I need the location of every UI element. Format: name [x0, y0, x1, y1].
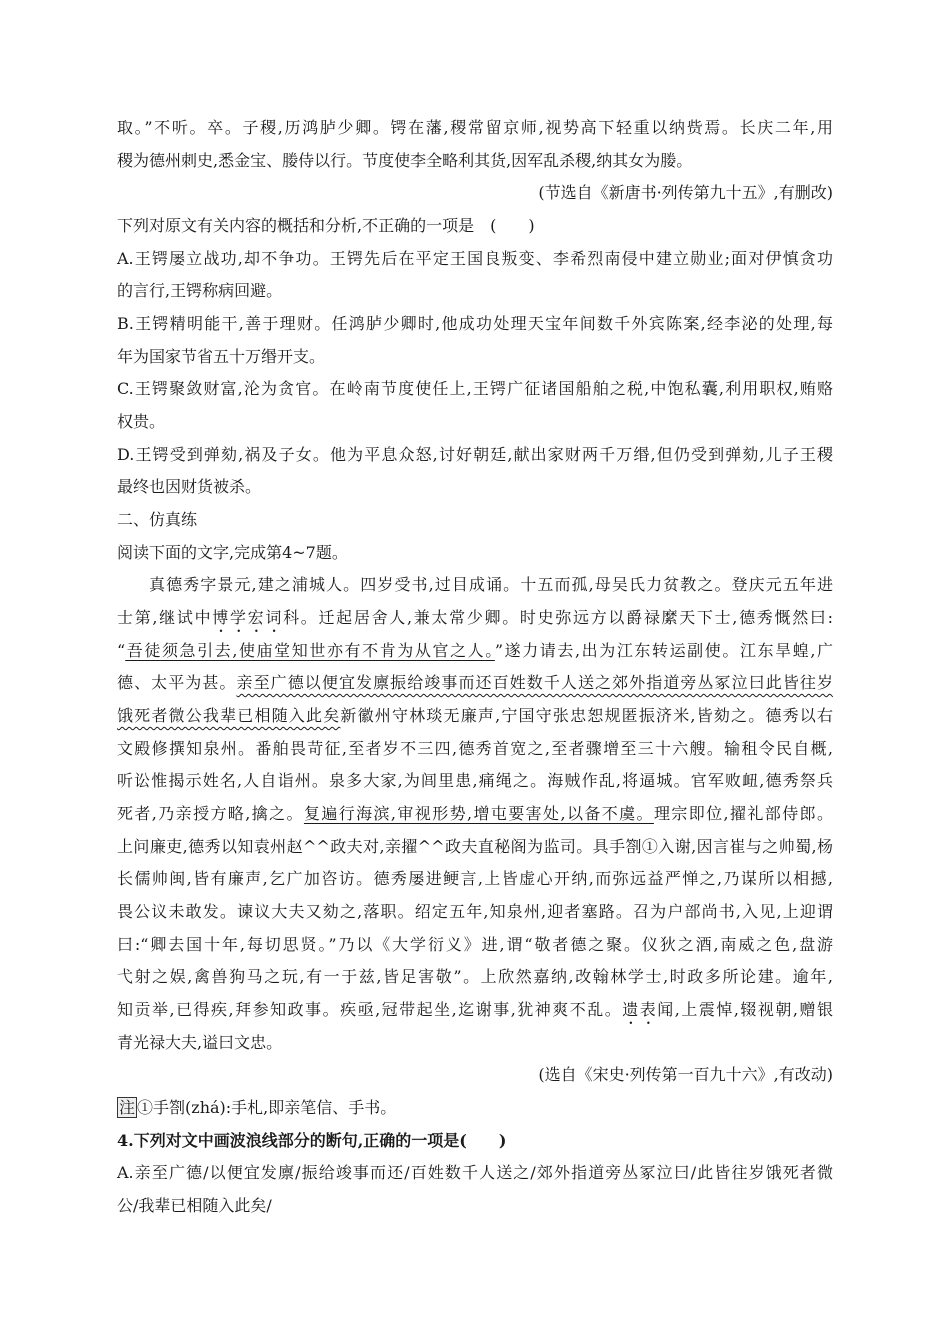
passage-text-line: 文殿修撰知泉州。番舶畏苛征,至者岁不三四,德秀首宽之,至者骤增至三十六艘。输租令民自概, [117, 739, 833, 758]
passage-text-line [117, 803, 833, 825]
passage-text-line: 曰:“卿去国十年,每切思贤。”乃以《大学衍义》进,谓“敬者德之聚。仪狄之酒,南威之色,盘游 [117, 935, 833, 954]
passage-text-line: 长儒帅闽,皆有廉声,乞广加咨访。德秀屡进鲠言,上皆虚心开纳,而弥远益严惮之,乃谋所以相撼, [117, 869, 833, 888]
passage-text-line: 稷为德州刺史,悉金宝、媵侍以行。节度使李全略利其货,因军乱杀稷,纳其女为媵。 [117, 151, 693, 170]
option-a-continued: 的言行,王锷称病回避。 [117, 281, 283, 300]
text-run: 新徽州守林琰无廉声,宁国守张忠恕规匿振济米,皆劾之。德秀以右 [340, 706, 833, 725]
text-run: 士第,继试中 [117, 608, 213, 627]
wavy-underlined-text: 饿死者微公我辈已相随入此矣 [117, 706, 341, 725]
option-d-continued: 最终也因财货被杀。 [117, 477, 262, 496]
question-stem: 4.下列对文中画波浪线部分的断句,正确的一项是( ) [117, 1131, 507, 1150]
passage-text-line [117, 640, 833, 662]
option-c: C.王锷聚敛财富,沦为贪官。在岭南节度使任上,王锷广征诸国船舶之税,中饱私囊,利用职权,贿赂 [117, 379, 833, 398]
option-c-continued: 权贵。 [117, 412, 166, 431]
passage-text-line: 取。”不听。卒。子稷,历鸿胪少卿。锷在藩,稷常留京师,视势高下轻重以纳赀焉。长庆二年,用 [117, 118, 833, 137]
dotted-term: 遗表 [622, 1000, 658, 1019]
passage-text-line: 畏公议未敢发。谏议大夫又劾之,落职。绍定五年,知泉州,迎者塞路。召为户部尚书,入见,上迎谓 [117, 902, 833, 921]
option-b-continued: 年为国家节省五十万缗开支。 [117, 347, 326, 366]
option-a-continued: 公/我辈已相随入此矣/ [117, 1196, 272, 1215]
note-label: 注 [119, 1098, 136, 1117]
source-citation: (选自《宋史·列传第一百九十六》,有改动) [538, 1065, 833, 1084]
reading-instruction: 阅读下面的文字,完成第4~7题。 [117, 543, 348, 562]
question-stem: 下列对原文有关内容的概括和分析,不正确的一项是 ( ) [117, 216, 535, 235]
dotted-term: 博学宏词 [212, 608, 284, 627]
option-d: D.王锷受到弹劾,祸及子女。他为平息众怒,讨好朝廷,献出家财两千万缗,但仍受到弹劾,儿子王稷 [117, 445, 833, 464]
text-run: “ [117, 641, 126, 660]
passage-text-line: 真德秀字景元,建之浦城人。四岁受书,过目成诵。十五而孤,母吴氏力贫教之。登庆元五年进 [149, 575, 833, 594]
text-run: ”遂力请去,出为江东转运副使。江东旱蝗,广 [494, 641, 833, 660]
text-run: 德、太平为甚。 [117, 673, 237, 692]
text-run: 闻,上震悼,辍视朝,赠银 [657, 1000, 833, 1019]
text-run: 科。迁起居舍人,兼太常少卿。时史弥远方以爵禄縻天下士,德秀慨然曰: [283, 608, 833, 627]
passage-text-line: 青光禄大夫,谥曰文忠。 [117, 1033, 283, 1052]
passage-text-line [117, 607, 833, 636]
wavy-underlined-text: 亲至广德以便宜发廪振给竣事而还百姓数千人送之郊外指道旁丛冢泣曰此皆往岁 [236, 673, 833, 692]
underlined-sentence: 吾徒须急引去,使庙堂知世亦有不肯为从官之人。 [125, 641, 495, 660]
note-text: ①手劄(zhá):手札,即亲笔信、手书。 [137, 1098, 397, 1117]
underlined-sentence: 复遍行海滨,审视形势,增屯要害处,以备不虞。 [303, 804, 654, 823]
option-a: A.王锷屡立战功,却不争功。王锷先后在平定王国良叛变、李希烈南侵中建立勋业;面对伊慎贪功 [117, 249, 833, 268]
option-b: B.王锷精明能干,善于理财。任鸿胪少卿时,他成功处理天宝年间数千外宾陈案,经李泌的处理,每 [117, 314, 833, 333]
passage-text-line: 听讼惟揭示姓名,人自诣州。泉多大家,为闾里患,痛绳之。海贼作乱,将逼城。官军败衄,德秀祭兵 [117, 771, 833, 790]
source-citation: (节选自《新唐书·列传第九十五》,有删改) [538, 183, 833, 202]
section-heading: 二、仿真练 [117, 510, 198, 529]
text-run: 知贡举,已得疾,拜参知政事。疾亟,冠带起坐,迄谢事,犹神爽不乱。 [117, 1000, 623, 1019]
passage-text-line: 上问廉吏,德秀以知袁州赵^^政夫对,亲擢^^政夫直秘阁为监司。具手劄①入谢,因言崔与之帅蜀,杨 [117, 837, 833, 856]
footnote [117, 1097, 833, 1119]
passage-text-line: 弋射之娱,禽兽狗马之玩,有一于兹,皆足害敬”。上欣然嘉纳,改翰林学士,时政多所论建。逾年, [117, 967, 833, 986]
text-run: 理宗即位,擢礼部侍郎。 [653, 804, 833, 823]
text-run: 死者,乃亲授方略,擒之。 [117, 804, 304, 823]
passage-text-line [117, 999, 833, 1028]
passage-text-line [117, 672, 833, 694]
option-a: A.亲至广德/以便宜发廪/振给竣事而还/百姓数千人送之/郊外指道旁丛冢泣曰/此皆往岁饿死者微 [117, 1163, 833, 1182]
passage-text-line [117, 705, 833, 727]
